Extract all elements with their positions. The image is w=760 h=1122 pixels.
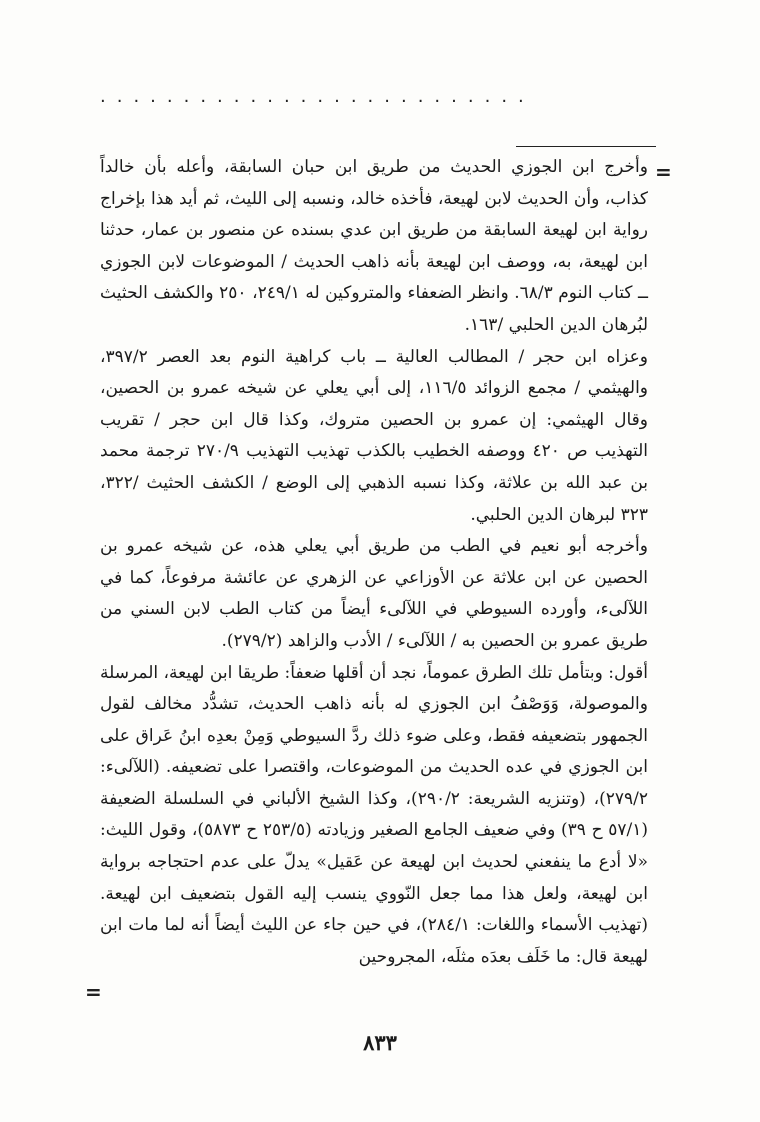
continuation-marker-top: =	[655, 160, 672, 184]
dotted-ornament: ..........................	[100, 86, 535, 106]
continuation-marker-bottom: =	[85, 980, 102, 1004]
paragraph-4: أقول: وبتأمل تلك الطرق عموماً، نجد أن أقلها ضعفاً: طريقا ابن لهيعة، المرسلة والموصولة، وَوَصْفُ ابن الجوزي له بأنه ذاهب الحديث، تشدُّد مخالف لقول الجمهور بتضعيفه فقط، وعلى ضوء ذلك ردَّ السيوطي وَمِنْ بعدِه ابنُ عَراق على ابن الجوزي في عده الحديث من الموضوعات، واقتصرا على تضعيفه. (اللآلىء: ٢٧٩/٢)، (وتنزيه الشريعة: ٢٩٠/٢)، وكذا الشيخ الألباني في السلسلة الضعيفة (٥٧/١ ح ٣٩) وفي ضعيف الجامع الصغير وزيادته (٢٥٣/٥ ح ٥٨٧٣)، وقول الليث: «لا أدع ما ينفعني لحديث ابن لهيعة عن عَقيل» يدلّ على عدم احتجاجه برواية ابن لهيعة، ولعل هذا مما جعل النّووي ينسب إليه القول بتضعيف ابن لهيعة. (تهذيب الأسماء واللغات: ٢٨٤/١)، في حين جاء عن الليث أيضاً أنه لما مات ابن لهيعة قال: ما خَلَف بعدَه مثلَه، المجروحين	[100, 662, 649, 967]
paragraph-1: وأخرج ابن الجوزي الحديث من طريق ابن حبان السابقة، وأعله بأن خالداً كذاب، وأن الحديث لابن لهيعة، فأخذه خالد، ونسبه إلى الليث، ثم أيد هذا بإخراج رواية ابن لهيعة السابقة من طريق ابن عدي بسنده عن منصور بن عمار، حدثنا ابن لهيعة، به، ووصف ابن لهيعة بأنه ذاهب الحديث / الموضوعات لابن الجوزي ــ كتاب النوم ٦٨/٣. وانظر الضعفاء والمتروكين له ٢٤٩/١، ٢٥٠ والكشف الحثيث لبُرهان الدين الحلبي /١٦٣.	[100, 157, 649, 335]
paragraph-2: وعزاه ابن حجر / المطالب العالية ــ باب كراهية النوم بعد العصر ٣٩٧/٢، والهيثمي / مجمع الزوائد ١١٦/٥، إلى أبي يعلي عن شيخه عمرو بن الحصين، وقال الهيثمي: إن عمرو بن الحصين متروك، وكذا قال ابن حجر / تقريب التهذيب ص ٤٢٠ ووصفه الخطيب بالكذب تهذيب التهذيب ٢٧٠/٩ ترجمة محمد بن عبد الله بن علاثة، وكذا نسبه الذهبي إلى الوضع / الكشف الحثيث /٣٢٢، ٣٢٣ لبرهان الدين الحلبي.	[100, 346, 649, 525]
paragraph-3: وأخرجه أبو نعيم في الطب من طريق أبي يعلي هذه، عن شيخه عمرو بن الحصين عن ابن علاثة عن الأوزاعي عن الزهري عن عائشة مرفوعاً، كما في اللآلىء، وأورده السيوطي في اللآلىء أيضاً من كتاب الطب لابن السني من طريق عمرو بن الحصين به / اللآلىء / الأدب والزاهد (٢٧٩/٢).	[100, 536, 648, 651]
page-number: ٨٣٣	[363, 1030, 397, 1055]
footnote-text-block	[100, 152, 648, 973]
footnote-separator-rule	[516, 146, 656, 147]
